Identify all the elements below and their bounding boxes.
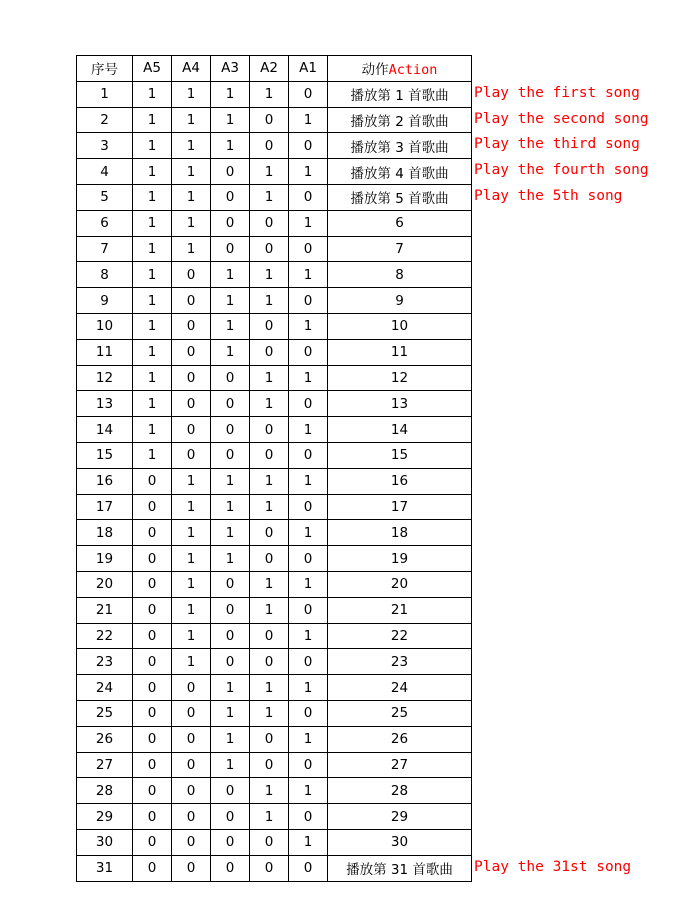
cell-a3: 1 (211, 675, 250, 701)
cell-a2: 1 (250, 675, 289, 701)
cell-action: 播放第 5 首歌曲 (328, 184, 472, 210)
cell-index: 24 (77, 675, 133, 701)
cell-a5: 0 (133, 778, 172, 804)
cell-a2: 1 (250, 391, 289, 417)
cell-action: 15 (328, 442, 472, 468)
table-row (77, 623, 472, 649)
cell-a5: 0 (133, 855, 172, 881)
cell-a5: 1 (133, 81, 172, 107)
table-row (77, 829, 472, 855)
table-row (77, 700, 472, 726)
cell-a2: 0 (250, 752, 289, 778)
cell-a4: 0 (172, 855, 211, 881)
cell-index: 11 (77, 339, 133, 365)
cell-a1: 0 (289, 184, 328, 210)
cell-a4: 1 (172, 468, 211, 494)
cell-a3: 0 (211, 210, 250, 236)
cell-a4: 0 (172, 829, 211, 855)
header-a2: A2 (250, 56, 289, 82)
cell-a5: 1 (133, 159, 172, 185)
table-row (77, 468, 472, 494)
cell-index: 10 (77, 313, 133, 339)
cell-a3: 0 (211, 804, 250, 830)
cell-a4: 0 (172, 700, 211, 726)
cell-index: 26 (77, 726, 133, 752)
cell-a1: 1 (289, 365, 328, 391)
header-a3: A3 (211, 56, 250, 82)
cell-action: 29 (328, 804, 472, 830)
cell-a5: 0 (133, 571, 172, 597)
cell-index: 9 (77, 288, 133, 314)
cell-a1: 0 (289, 649, 328, 675)
table-row (77, 288, 472, 314)
cell-a2: 0 (250, 855, 289, 881)
cell-index: 16 (77, 468, 133, 494)
cell-a5: 0 (133, 597, 172, 623)
cell-a2: 1 (250, 288, 289, 314)
cell-a5: 0 (133, 649, 172, 675)
cell-a3: 1 (211, 339, 250, 365)
cell-a4: 0 (172, 339, 211, 365)
annotation-text: Play the 5th song (474, 188, 623, 204)
cell-index: 17 (77, 494, 133, 520)
cell-a4: 1 (172, 159, 211, 185)
cell-a5: 0 (133, 829, 172, 855)
cell-a4: 0 (172, 313, 211, 339)
cell-action: 播放第 1 首歌曲 (328, 81, 472, 107)
cell-a2: 1 (250, 81, 289, 107)
cell-a1: 0 (289, 546, 328, 572)
cell-action: 11 (328, 339, 472, 365)
cell-action: 30 (328, 829, 472, 855)
cell-a5: 1 (133, 210, 172, 236)
table-row (77, 81, 472, 107)
cell-a1: 0 (289, 133, 328, 159)
cell-a1: 0 (289, 288, 328, 314)
cell-action: 20 (328, 571, 472, 597)
table-row (77, 726, 472, 752)
cell-a2: 1 (250, 468, 289, 494)
cell-index: 1 (77, 81, 133, 107)
cell-action: 23 (328, 649, 472, 675)
cell-a5: 1 (133, 236, 172, 262)
cell-a5: 0 (133, 623, 172, 649)
cell-a2: 1 (250, 804, 289, 830)
cell-index: 27 (77, 752, 133, 778)
cell-a4: 0 (172, 442, 211, 468)
header-a4: A4 (172, 56, 211, 82)
cell-a1: 0 (289, 804, 328, 830)
cell-a2: 0 (250, 339, 289, 365)
cell-a3: 0 (211, 159, 250, 185)
cell-a1: 1 (289, 571, 328, 597)
cell-a1: 0 (289, 494, 328, 520)
cell-index: 20 (77, 571, 133, 597)
cell-action: 16 (328, 468, 472, 494)
cell-a3: 0 (211, 365, 250, 391)
cell-a2: 0 (250, 649, 289, 675)
cell-a3: 0 (211, 571, 250, 597)
cell-index: 6 (77, 210, 133, 236)
annotation-text: Play the first song (474, 84, 640, 101)
annotation-text: Play the third song (474, 136, 640, 153)
cell-action: 18 (328, 520, 472, 546)
cell-a3: 1 (211, 313, 250, 339)
cell-a1: 1 (289, 313, 328, 339)
cell-a3: 0 (211, 778, 250, 804)
cell-action: 7 (328, 236, 472, 262)
cell-a1: 0 (289, 700, 328, 726)
cell-index: 13 (77, 391, 133, 417)
table-row (77, 675, 472, 701)
cell-a2: 1 (250, 778, 289, 804)
cell-a5: 1 (133, 313, 172, 339)
cell-a4: 1 (172, 649, 211, 675)
cell-a2: 0 (250, 133, 289, 159)
cell-index: 31 (77, 855, 133, 881)
table-row (77, 855, 472, 881)
table-row (77, 313, 472, 339)
cell-a1: 1 (289, 829, 328, 855)
cell-a1: 1 (289, 262, 328, 288)
cell-a3: 0 (211, 855, 250, 881)
cell-a2: 0 (250, 236, 289, 262)
cell-a4: 1 (172, 520, 211, 546)
cell-a5: 1 (133, 339, 172, 365)
header-a5: A5 (133, 56, 172, 82)
cell-a5: 1 (133, 184, 172, 210)
cell-a4: 1 (172, 184, 211, 210)
cell-a4: 1 (172, 623, 211, 649)
table-row (77, 262, 472, 288)
cell-a3: 1 (211, 494, 250, 520)
cell-a2: 1 (250, 700, 289, 726)
cell-a3: 1 (211, 288, 250, 314)
cell-action: 6 (328, 210, 472, 236)
cell-action: 播放第 31 首歌曲 (328, 855, 472, 881)
cell-a5: 0 (133, 494, 172, 520)
cell-index: 5 (77, 184, 133, 210)
cell-action: 播放第 4 首歌曲 (328, 159, 472, 185)
cell-action: 21 (328, 597, 472, 623)
cell-a4: 0 (172, 262, 211, 288)
cell-a2: 0 (250, 313, 289, 339)
cell-a4: 1 (172, 494, 211, 520)
table-row (77, 494, 472, 520)
cell-a2: 1 (250, 184, 289, 210)
cell-a3: 1 (211, 546, 250, 572)
cell-a3: 1 (211, 468, 250, 494)
cell-a3: 1 (211, 107, 250, 133)
cell-a2: 0 (250, 623, 289, 649)
table-row (77, 339, 472, 365)
cell-a4: 0 (172, 804, 211, 830)
cell-a4: 1 (172, 210, 211, 236)
cell-action: 17 (328, 494, 472, 520)
cell-a5: 0 (133, 752, 172, 778)
cell-a2: 0 (250, 520, 289, 546)
cell-a4: 0 (172, 288, 211, 314)
cell-action: 28 (328, 778, 472, 804)
cell-action: 27 (328, 752, 472, 778)
cell-a4: 1 (172, 597, 211, 623)
cell-a5: 1 (133, 442, 172, 468)
cell-index: 28 (77, 778, 133, 804)
cell-a3: 1 (211, 726, 250, 752)
cell-a2: 1 (250, 494, 289, 520)
annotation-text: Play the second song (474, 110, 649, 127)
cell-a5: 1 (133, 133, 172, 159)
header-index: 序号 (77, 56, 133, 82)
cell-a1: 1 (289, 778, 328, 804)
cell-a5: 1 (133, 262, 172, 288)
cell-a2: 1 (250, 365, 289, 391)
cell-index: 15 (77, 442, 133, 468)
cell-index: 19 (77, 546, 133, 572)
table-row (77, 210, 472, 236)
cell-a3: 0 (211, 442, 250, 468)
cell-a4: 0 (172, 778, 211, 804)
cell-a5: 0 (133, 804, 172, 830)
cell-a4: 0 (172, 752, 211, 778)
cell-a1: 0 (289, 855, 328, 881)
cell-a4: 1 (172, 546, 211, 572)
cell-a2: 0 (250, 546, 289, 572)
cell-a2: 0 (250, 726, 289, 752)
cell-index: 30 (77, 829, 133, 855)
cell-a3: 0 (211, 597, 250, 623)
cell-a3: 1 (211, 752, 250, 778)
cell-action: 播放第 2 首歌曲 (328, 107, 472, 133)
cell-a5: 0 (133, 520, 172, 546)
cell-index: 23 (77, 649, 133, 675)
cell-a4: 0 (172, 365, 211, 391)
cell-a1: 1 (289, 417, 328, 443)
cell-a1: 1 (289, 520, 328, 546)
cell-a1: 1 (289, 159, 328, 185)
cell-a2: 0 (250, 107, 289, 133)
cell-index: 22 (77, 623, 133, 649)
cell-a3: 1 (211, 133, 250, 159)
cell-index: 4 (77, 159, 133, 185)
table-row (77, 804, 472, 830)
cell-a2: 0 (250, 210, 289, 236)
cell-a5: 0 (133, 468, 172, 494)
cell-a3: 1 (211, 700, 250, 726)
header-row (77, 56, 472, 82)
table-row (77, 442, 472, 468)
cell-a4: 1 (172, 236, 211, 262)
cell-action: 14 (328, 417, 472, 443)
cell-index: 8 (77, 262, 133, 288)
cell-a1: 0 (289, 391, 328, 417)
cell-a3: 1 (211, 81, 250, 107)
cell-a3: 0 (211, 417, 250, 443)
cell-action: 8 (328, 262, 472, 288)
cell-a1: 0 (289, 236, 328, 262)
table-row (77, 184, 472, 210)
cell-a4: 1 (172, 133, 211, 159)
cell-a5: 0 (133, 700, 172, 726)
cell-a1: 1 (289, 107, 328, 133)
cell-action: 9 (328, 288, 472, 314)
table-row (77, 365, 472, 391)
table-row (77, 546, 472, 572)
cell-a4: 1 (172, 81, 211, 107)
cell-index: 3 (77, 133, 133, 159)
table-row (77, 236, 472, 262)
cell-index: 2 (77, 107, 133, 133)
cell-a1: 0 (289, 339, 328, 365)
cell-a1: 0 (289, 597, 328, 623)
cell-a5: 1 (133, 417, 172, 443)
cell-a3: 1 (211, 520, 250, 546)
cell-action: 24 (328, 675, 472, 701)
cell-a4: 1 (172, 107, 211, 133)
cell-a5: 1 (133, 391, 172, 417)
cell-index: 12 (77, 365, 133, 391)
table-row (77, 417, 472, 443)
cell-a5: 0 (133, 546, 172, 572)
cell-a4: 1 (172, 571, 211, 597)
cell-a2: 1 (250, 262, 289, 288)
cell-a2: 1 (250, 571, 289, 597)
cell-a3: 0 (211, 184, 250, 210)
cell-a3: 0 (211, 391, 250, 417)
annotation-text: Play the 31st song (474, 858, 632, 875)
cell-a1: 0 (289, 81, 328, 107)
table-row (77, 778, 472, 804)
cell-a1: 0 (289, 442, 328, 468)
cell-index: 18 (77, 520, 133, 546)
header-action (328, 56, 472, 82)
annotation-text: Play the fourth song (474, 162, 649, 179)
cell-a4: 0 (172, 417, 211, 443)
cell-a2: 1 (250, 159, 289, 185)
table-row (77, 649, 472, 675)
cell-a1: 1 (289, 726, 328, 752)
cell-a5: 0 (133, 726, 172, 752)
cell-a2: 0 (250, 417, 289, 443)
cell-a2: 0 (250, 829, 289, 855)
header-action-cn: 动作 (361, 62, 389, 79)
cell-action: 19 (328, 546, 472, 572)
song-table (76, 55, 472, 882)
table-row (77, 133, 472, 159)
table-row (77, 571, 472, 597)
cell-a1: 1 (289, 468, 328, 494)
cell-a1: 1 (289, 210, 328, 236)
cell-a5: 1 (133, 288, 172, 314)
cell-index: 7 (77, 236, 133, 262)
cell-a3: 1 (211, 262, 250, 288)
cell-action: 25 (328, 700, 472, 726)
table-row (77, 597, 472, 623)
cell-a4: 0 (172, 675, 211, 701)
cell-action: 10 (328, 313, 472, 339)
cell-action: 12 (328, 365, 472, 391)
cell-a5: 1 (133, 107, 172, 133)
cell-a3: 0 (211, 623, 250, 649)
table-row (77, 159, 472, 185)
table-row (77, 520, 472, 546)
cell-a2: 1 (250, 597, 289, 623)
cell-action: 26 (328, 726, 472, 752)
table-row (77, 752, 472, 778)
cell-a1: 1 (289, 623, 328, 649)
header-a1: A1 (289, 56, 328, 82)
cell-a3: 0 (211, 829, 250, 855)
cell-a1: 1 (289, 675, 328, 701)
cell-action: 13 (328, 391, 472, 417)
cell-action: 22 (328, 623, 472, 649)
cell-a3: 0 (211, 649, 250, 675)
header-action-en: Action (388, 62, 438, 79)
cell-a3: 0 (211, 236, 250, 262)
cell-index: 21 (77, 597, 133, 623)
table-row (77, 391, 472, 417)
cell-index: 29 (77, 804, 133, 830)
cell-action: 播放第 3 首歌曲 (328, 133, 472, 159)
table-row (77, 107, 472, 133)
cell-index: 14 (77, 417, 133, 443)
cell-a4: 0 (172, 726, 211, 752)
cell-index: 25 (77, 700, 133, 726)
cell-a1: 0 (289, 752, 328, 778)
cell-a5: 0 (133, 675, 172, 701)
cell-a2: 0 (250, 442, 289, 468)
cell-a4: 0 (172, 391, 211, 417)
cell-a5: 1 (133, 365, 172, 391)
